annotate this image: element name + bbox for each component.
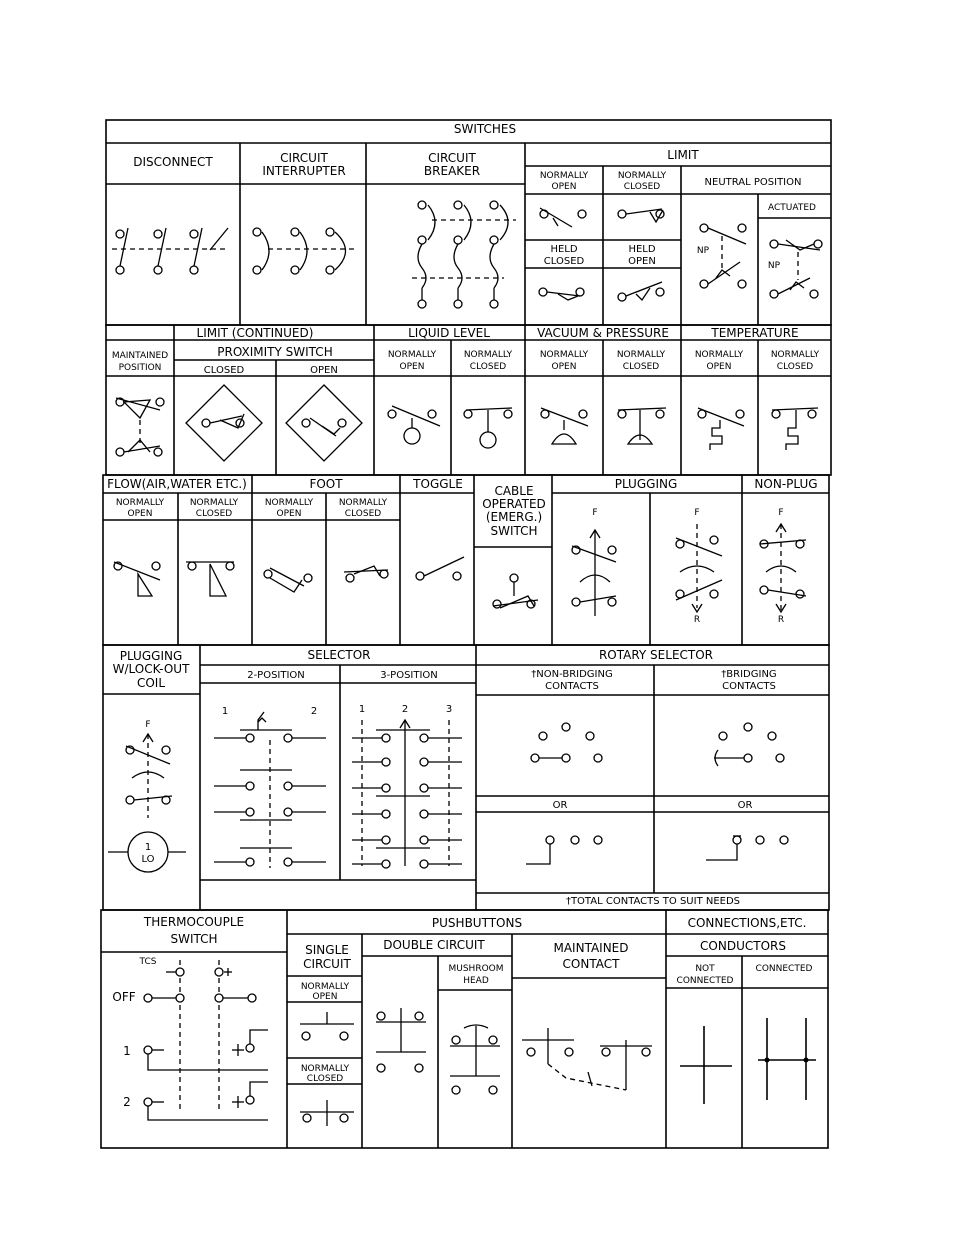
maintained-position-label: POSITION [118,363,162,373]
np-label: NP [696,246,710,256]
neutral-position-symbol [700,224,822,298]
normally-open-label: OPEN [312,992,338,1002]
chart-title: SWITCHES [453,122,517,136]
normally-open-label: NORMALLY [387,350,437,360]
normally-open-label: NORMALLY [539,350,589,360]
circuit-breaker-heading: CIRCUIT [428,151,476,165]
header-labels [107,122,820,1109]
normally-open-label: OPEN [127,509,153,519]
conductors-heading: CONDUCTORS [700,939,786,953]
normally-closed-label: NORMALLY [300,1064,350,1074]
forward-label: F [145,720,151,730]
flow-heading: FLOW(AIR,WATER ETC.) [107,477,247,491]
connected-label: CONNECTED [755,964,813,974]
lockout-coil-label: 1 [144,842,152,853]
proximity-switch-symbols [186,385,362,461]
foot-heading: FOOT [309,477,343,491]
flow-foot-toggle-symbols [114,557,464,596]
or-label: OR [737,800,753,811]
plugging-symbols [572,524,806,616]
normally-open-label: OPEN [551,182,577,192]
thermocouple-heading: SWITCH [170,932,218,946]
normally-closed-label: CLOSED [306,1074,344,1084]
cable-operated-heading: OPERATED [482,497,546,511]
normally-open-label: OPEN [551,362,577,372]
normally-closed-label: NORMALLY [616,350,666,360]
three-position-selector-symbol [352,720,462,868]
normally-open-label: NORMALLY [264,498,314,508]
normally-open-label: NORMALLY [300,982,350,992]
circuit-interrupter-heading: CIRCUIT [280,151,328,165]
connections-heading: CONNECTIONS,ETC. [687,916,807,930]
normally-open-label: NORMALLY [115,498,165,508]
normally-open-label: OPEN [706,362,732,372]
circuit-breaker-symbol [412,201,516,308]
cable-operated-heading: (EMERG.) [485,510,543,524]
pushbuttons-heading: PUSHBUTTONS [431,916,523,930]
plugging-lockout-heading: PLUGGING [119,649,183,663]
maintained-position-symbol [116,398,164,456]
rotary-selector-heading: ROTARY SELECTOR [598,648,714,662]
circuit-interrupter-heading: INTERRUPTER [262,164,346,178]
circuit-interrupter-symbol [253,228,354,274]
lockout-coil-label: LO [141,854,155,865]
normally-closed-label: NORMALLY [770,350,820,360]
reverse-label: R [777,615,785,625]
forward-label: F [592,508,598,518]
three-position-label: 3-POSITION [380,670,438,681]
position-number-2: 2 [310,706,318,717]
reverse-label: R [693,615,701,625]
tcs-label: TCS [139,957,157,967]
plugging-heading: PLUGGING [614,477,678,491]
bridging-label: CONTACTS [722,681,776,692]
double-circuit-heading: DOUBLE CIRCUIT [383,938,485,952]
cable-operated-heading: CABLE [494,484,534,498]
position-number-3: 3 [445,704,453,715]
not-connected-label: CONNECTED [676,976,734,986]
limit-heading: LIMIT [667,148,699,162]
non-bridging-label: CONTACTS [545,681,599,692]
normally-closed-label: CLOSED [623,182,661,192]
total-contacts-note: †TOTAL CONTACTS TO SUIT NEEDS [565,896,741,907]
disconnect-heading: DISCONNECT [133,155,213,169]
proximity-open-label: OPEN [310,365,338,376]
non-plug-heading: NON-PLUG [754,477,818,491]
proximity-switch-heading: PROXIMITY SWITCH [217,345,333,359]
forward-label: F [778,508,784,518]
off-label: OFF [112,990,136,1004]
plugging-lockout-heading: COIL [136,676,166,690]
vacuum-pressure-heading: VACUUM & PRESSURE [537,326,669,340]
normally-closed-label: CLOSED [469,362,507,372]
normally-open-label: NORMALLY [539,171,589,181]
thermocouple-switch-symbol [144,960,268,1120]
position-number-1: 1 [358,704,366,715]
two-position-label: 2-POSITION [247,670,305,681]
selector-heading: SELECTOR [307,648,371,662]
maintained-contact-heading: MAINTAINED [553,941,629,955]
normally-closed-label: NORMALLY [463,350,513,360]
circuit-breaker-heading: BREAKER [423,164,481,178]
normally-closed-label: NORMALLY [189,498,239,508]
single-circuit-heading: CIRCUIT [303,957,351,971]
rotary-selector-symbols [526,723,788,864]
liquid-level-heading: LIQUID LEVEL [408,326,490,340]
mushroom-head-label: MUSHROOM [448,964,504,974]
held-closed-label: CLOSED [543,256,585,267]
proximity-closed-label: CLOSED [203,365,245,376]
or-label: OR [552,800,568,811]
single-circuit-heading: SINGLE [305,943,349,957]
normally-closed-label: CLOSED [195,509,233,519]
non-bridging-label: †NON-BRIDGING [531,669,613,680]
bridging-label: †BRIDGING [721,669,777,680]
held-open-label: OPEN [628,256,656,267]
actuated-label: ACTUATED [768,203,816,213]
np-label: NP [767,261,781,271]
forward-label: F [694,508,700,518]
normally-open-label: NORMALLY [694,350,744,360]
normally-closed-label: NORMALLY [617,171,667,181]
maintained-contact-heading: CONTACT [562,957,620,971]
not-connected-label: NOT [695,964,715,974]
neutral-position-label: NEUTRAL POSITION [704,177,802,188]
disconnect-symbol [112,228,228,274]
temperature-heading: TEMPERATURE [711,326,799,340]
mushroom-head-label: HEAD [463,976,489,986]
normally-closed-label: CLOSED [344,509,382,519]
toggle-heading: TOGGLE [413,477,463,491]
thermocouple-heading: THERMOCOUPLE [143,915,245,929]
plugging-lockout-heading: W/LOCK-OUT [112,662,190,676]
position-number-1: 1 [221,706,229,717]
cable-operated-symbol [493,574,538,608]
normally-closed-label: CLOSED [622,362,660,372]
limit-continued-heading: LIMIT (CONTINUED) [196,326,314,340]
normally-open-label: OPEN [399,362,425,372]
maintained-position-label: MAINTAINED [111,351,169,361]
two-position-selector-symbol [214,712,326,868]
position-1-label: 1 [123,1044,131,1058]
normally-closed-label: CLOSED [776,362,814,372]
held-open-label: HELD [628,244,656,255]
position-number-2: 2 [401,704,409,715]
held-closed-label: HELD [550,244,578,255]
normally-open-label: OPEN [276,509,302,519]
normally-closed-label: NORMALLY [338,498,388,508]
conductor-symbols [680,1018,816,1104]
position-2-label: 2 [123,1095,131,1109]
cable-operated-heading: SWITCH [490,524,538,538]
pushbutton-symbols [300,1008,652,1126]
